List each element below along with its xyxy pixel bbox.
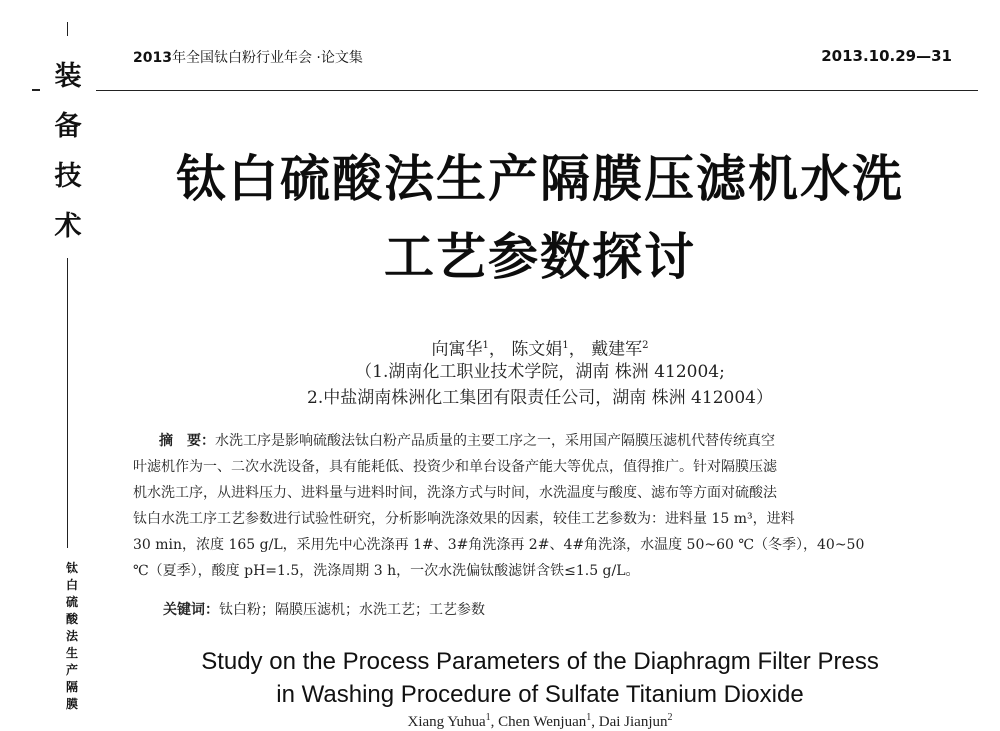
abstract-label: 摘 要： <box>159 433 215 449</box>
author-affil-mark: 1 <box>485 712 491 723</box>
paper-title-cn-line: 工艺参数探讨 <box>384 228 696 286</box>
sidebar-running-char: 硫 <box>65 595 78 609</box>
sidebar-running-char: 产 <box>65 663 78 677</box>
header-conference: 年全国钛白粉行业年会 ·论文集 <box>171 50 363 66</box>
author-affil-mark: 1 <box>586 712 592 723</box>
header-dates: 2013.10.29—31 <box>821 47 952 65</box>
sidebar-tick-mark <box>32 89 40 91</box>
author-name: 陈文娟 <box>511 339 563 360</box>
abstract-line: ℃（夏季），酸度 pH=1.5，洗涤周期 3 h，一次水洗偏钛酸滤饼含铁≤1.5 g/L。 <box>133 563 640 579</box>
author-name-en: Dai Jianjun <box>598 714 668 730</box>
sidebar-running-char: 法 <box>65 629 78 643</box>
sidebar-running-char: 白 <box>65 578 78 592</box>
abstract-line: 机水洗工序，从进料压力、进料量与进料时间，洗涤方式与时间，水洗温度与酸度、滤布等方面对硫酸法 <box>133 485 777 501</box>
authors-cn: 向寓华$^1$， 陈文娟$^1$， 戴建军$^2$ <box>431 339 649 360</box>
sidebar-running-char: 钛 <box>65 561 78 575</box>
sidebar-section-title <box>46 52 90 252</box>
author-affil-mark: 2 <box>667 712 673 723</box>
sidebar-running-char: 隔 <box>65 680 78 694</box>
author-affil-mark: 2 <box>642 340 649 351</box>
author-name-en: Xiang Yuhua <box>407 714 486 730</box>
affiliation-line: 2.中盐湖南株洲化工集团有限责任公司，湖南 株洲 412004） <box>307 388 773 408</box>
header-year: 2013 <box>133 50 172 66</box>
sidebar-running-char: 生 <box>65 646 78 660</box>
affiliations-cn <box>100 359 980 411</box>
author-name-en: Chen Wenjuan <box>498 714 587 730</box>
authors-en: Xiang Yuhua$^1$, Chen Wenjuan$^1$, Dai Jianjun$^2$ <box>407 712 673 730</box>
author-affil-mark: 1 <box>562 340 569 351</box>
sidebar-section-char: 术 <box>54 211 82 242</box>
paper-title-en-line: in Washing Procedure of Sulfate Titanium Dioxide <box>276 681 804 708</box>
header-proceedings <box>133 47 363 67</box>
author-affil-mark: 1 <box>482 340 489 351</box>
abstract-cn <box>133 428 880 584</box>
abstract-line: 钛白水洗工序工艺参数进行试验性研究，分析影响洗涤效果的因素，较佳工艺参数为：进料量 15 m³，进料 <box>133 511 795 527</box>
sidebar-rule-top <box>67 22 68 36</box>
sidebar-running-char: 膜 <box>65 697 78 711</box>
paper-title-cn-line: 钛白硫酸法生产隔膜压滤机水洗 <box>176 150 904 208</box>
paper-title-cn <box>100 140 980 296</box>
sidebar-section-char: 技 <box>54 161 82 192</box>
paper-title-en-line: Study on the Process Parameters of the Diaphragm Filter Press <box>201 648 879 675</box>
sidebar-rule-vertical <box>67 258 68 548</box>
author-name: 向寓华 <box>431 339 483 360</box>
header-rule <box>96 90 978 91</box>
abstract-line <box>133 428 880 454</box>
abstract-line: 30 min，浓度 165 g/L，采用先中心洗涤再 1#、3#角洗涤再 2#、4#角洗涤，水温度 50~60 ℃（冬季），40~50 <box>133 537 865 553</box>
keywords-text: 钛白粉；隔膜压滤机；水洗工艺；工艺参数 <box>219 602 485 618</box>
sidebar-running-title <box>64 560 80 713</box>
sidebar-running-char: 酸 <box>65 612 78 626</box>
author-name: 戴建军 <box>591 339 643 360</box>
abstract-text: 水洗工序是影响硫酸法钛白粉产品质量的主要工序之一，采用国产隔膜压滤机代替传统真空 <box>215 433 775 449</box>
keywords-cn <box>163 599 485 619</box>
abstract-line: 叶滤机作为一、二次水洗设备，具有能耗低、投资少和单台设备产能大等优点，值得推广。针对隔膜压滤 <box>133 459 777 475</box>
affiliation-line: （1.湖南化工职业技术学院，湖南 株洲 412004; <box>355 362 725 382</box>
sidebar-section-char: 备 <box>54 111 82 142</box>
sidebar-section-char: 装 <box>54 61 82 92</box>
paper-title-en <box>100 645 980 711</box>
keywords-label: 关键词： <box>163 602 219 618</box>
